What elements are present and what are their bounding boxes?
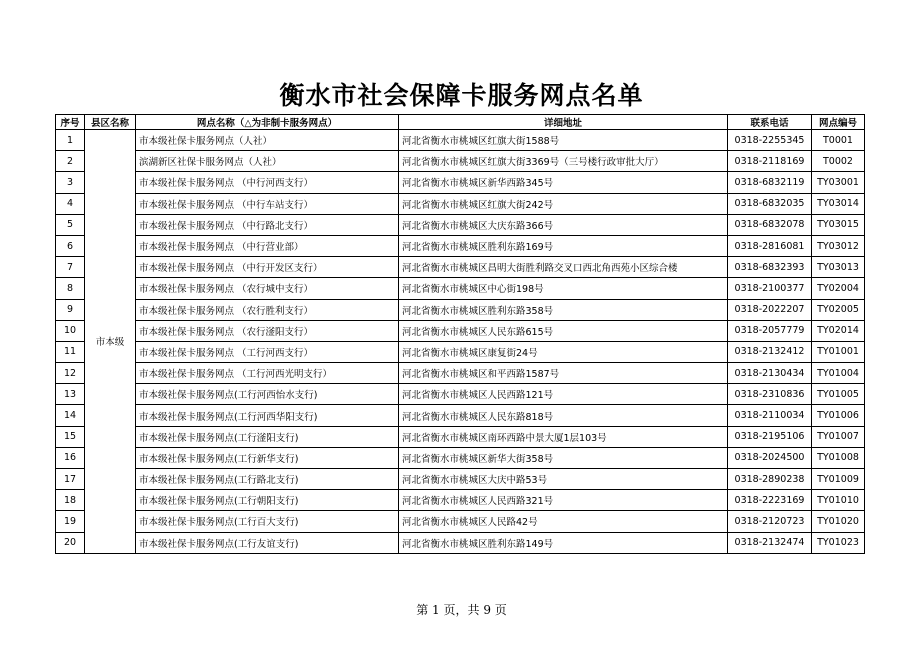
outlet-address: 河北省衡水市桃城区红旗大街242号: [399, 193, 728, 214]
outlet-address: 河北省衡水市桃城区大庆中路53号: [399, 469, 728, 490]
outlet-code: TY01023: [812, 532, 865, 553]
outlet-name: 市本级社保卡服务网点(工行河西怡水支行): [136, 384, 399, 405]
outlet-address: 河北省衡水市桃城区人民东路818号: [399, 405, 728, 426]
outlet-code: TY01009: [812, 469, 865, 490]
outlet-phone: 0318-2110034: [728, 405, 812, 426]
outlet-name: 市本级社保卡服务网点 （中行车站支行）: [136, 193, 399, 214]
outlet-name: 市本级社保卡服务网点(工行河西华阳支行): [136, 405, 399, 426]
header-outlet-name: 网点名称（△为非制卡服务网点）: [136, 115, 399, 130]
outlet-address: 河北省衡水市桃城区南环西路中景大厦1层103号: [399, 426, 728, 447]
outlet-name: 市本级社保卡服务网点 （农行胜利支行）: [136, 299, 399, 320]
table-row: [56, 299, 865, 320]
service-outlet-table: [55, 114, 865, 554]
row-no: 18: [56, 490, 85, 511]
outlet-address: 河北省衡水市桃城区人民东路615号: [399, 320, 728, 341]
outlet-phone: 0318-2057779: [728, 320, 812, 341]
table-row: [56, 257, 865, 278]
row-no: 16: [56, 447, 85, 468]
table-row: [56, 447, 865, 468]
table-row: [56, 172, 865, 193]
outlet-code: TY03014: [812, 193, 865, 214]
outlet-phone: 0318-2816081: [728, 235, 812, 256]
table-row: [56, 532, 865, 553]
outlet-address: 河北省衡水市桃城区新华大街358号: [399, 447, 728, 468]
outlet-phone: 0318-6832393: [728, 257, 812, 278]
table-row: [56, 235, 865, 256]
row-no: 10: [56, 320, 85, 341]
outlet-phone: 0318-2024500: [728, 447, 812, 468]
row-no: 20: [56, 532, 85, 553]
outlet-code: TY02004: [812, 278, 865, 299]
outlet-code: T0001: [812, 130, 865, 151]
row-no: 9: [56, 299, 85, 320]
outlet-phone: 0318-2132412: [728, 341, 812, 362]
table-row: [56, 278, 865, 299]
document-title: 衡水市社会保障卡服务网点名单: [279, 81, 644, 110]
outlet-code: TY01020: [812, 511, 865, 532]
header-phone: 联系电话: [728, 115, 812, 130]
county-name: 市本级: [85, 130, 136, 554]
outlet-code: TY02005: [812, 299, 865, 320]
outlet-address: 河北省衡水市桃城区人民路42号: [399, 511, 728, 532]
outlet-address: 河北省衡水市桃城区人民西路321号: [399, 490, 728, 511]
outlet-address: 河北省衡水市桃城区和平西路1587号: [399, 363, 728, 384]
outlet-name: 市本级社保卡服务网点 （中行路北支行）: [136, 214, 399, 235]
row-no: 17: [56, 469, 85, 490]
outlet-code: TY01010: [812, 490, 865, 511]
table-row: [56, 469, 865, 490]
row-no: 1: [56, 130, 85, 151]
outlet-address: 河北省衡水市桃城区中心街198号: [399, 278, 728, 299]
header-county: 县区名称: [85, 115, 136, 130]
outlet-name: 市本级社保卡服务网点 （农行滏阳支行）: [136, 320, 399, 341]
row-no: 4: [56, 193, 85, 214]
outlet-phone: 0318-2118169: [728, 151, 812, 172]
outlet-name: 市本级社保卡服务网点 （中行营业部）: [136, 235, 399, 256]
outlet-name: 市本级社保卡服务网点(工行路北支行): [136, 469, 399, 490]
outlet-address: 河北省衡水市桃城区人民西路121号: [399, 384, 728, 405]
table-row: [56, 341, 865, 362]
outlet-phone: 0318-2223169: [728, 490, 812, 511]
outlet-phone: 0318-6832119: [728, 172, 812, 193]
outlet-address: 河北省衡水市桃城区胜利东路149号: [399, 532, 728, 553]
outlet-address: 河北省衡水市桃城区胜利东路169号: [399, 235, 728, 256]
outlet-name: 市本级社保卡服务网点 （农行城中支行）: [136, 278, 399, 299]
outlet-phone: 0318-2022207: [728, 299, 812, 320]
outlet-name: 市本级社保卡服务网点(工行百大支行): [136, 511, 399, 532]
outlet-address: 河北省衡水市桃城区康复街24号: [399, 341, 728, 362]
outlet-phone: 0318-2195106: [728, 426, 812, 447]
outlet-name: 市本级社保卡服务网点 （工行河西光明支行）: [136, 363, 399, 384]
header-address: 详细地址: [399, 115, 728, 130]
row-no: 3: [56, 172, 85, 193]
outlet-phone: 0318-6832035: [728, 193, 812, 214]
outlet-code: TY01005: [812, 384, 865, 405]
outlet-address: 河北省衡水市桃城区红旗大街3369号（三号楼行政审批大厅）: [399, 151, 728, 172]
table-row: [56, 320, 865, 341]
outlet-address: 河北省衡水市桃城区大庆东路366号: [399, 214, 728, 235]
outlet-phone: 0318-2310836: [728, 384, 812, 405]
outlet-code: TY01008: [812, 447, 865, 468]
row-no: 19: [56, 511, 85, 532]
outlet-code: TY01006: [812, 405, 865, 426]
row-no: 15: [56, 426, 85, 447]
outlet-phone: 0318-2130434: [728, 363, 812, 384]
outlet-name: 市本级社保卡服务网点（人社）: [136, 130, 399, 151]
row-no: 7: [56, 257, 85, 278]
row-no: 2: [56, 151, 85, 172]
outlet-code: TY03015: [812, 214, 865, 235]
outlet-name: 市本级社保卡服务网点(工行滏阳支行): [136, 426, 399, 447]
outlet-name: 市本级社保卡服务网点 （中行河西支行）: [136, 172, 399, 193]
table-row: [56, 363, 865, 384]
outlet-name: 市本级社保卡服务网点 （工行河西支行）: [136, 341, 399, 362]
row-no: 12: [56, 363, 85, 384]
header-no: 序号: [56, 115, 85, 130]
table-header-row: [56, 115, 865, 130]
table-row: [56, 151, 865, 172]
table-row: [56, 426, 865, 447]
table-body: [56, 130, 865, 554]
outlet-name: 市本级社保卡服务网点(工行新华支行): [136, 447, 399, 468]
outlet-code: TY01007: [812, 426, 865, 447]
outlet-code: TY03012: [812, 235, 865, 256]
table-row: [56, 130, 865, 151]
outlet-phone: 0318-2255345: [728, 130, 812, 151]
row-no: 5: [56, 214, 85, 235]
outlet-phone: 0318-2100377: [728, 278, 812, 299]
outlet-code: TY03013: [812, 257, 865, 278]
row-no: 8: [56, 278, 85, 299]
table-row: [56, 511, 865, 532]
table-row: [56, 490, 865, 511]
outlet-code: T0002: [812, 151, 865, 172]
outlet-address: 河北省衡水市桃城区胜利东路358号: [399, 299, 728, 320]
row-no: 6: [56, 235, 85, 256]
outlet-code: TY03001: [812, 172, 865, 193]
outlet-name: 市本级社保卡服务网点(工行友谊支行): [136, 532, 399, 553]
table-row: [56, 384, 865, 405]
outlet-phone: 0318-2890238: [728, 469, 812, 490]
row-no: 11: [56, 341, 85, 362]
table-row: [56, 214, 865, 235]
outlet-code: TY01001: [812, 341, 865, 362]
row-no: 13: [56, 384, 85, 405]
header-outlet-code: 网点编号: [812, 115, 865, 130]
outlet-name: 滨湖新区社保卡服务网点（人社）: [136, 151, 399, 172]
row-no: 14: [56, 405, 85, 426]
outlet-phone: 0318-2120723: [728, 511, 812, 532]
outlet-address: 河北省衡水市桃城区昌明大街胜利路交叉口西北角西苑小区综合楼: [399, 257, 728, 278]
outlet-address: 河北省衡水市桃城区红旗大街1588号: [399, 130, 728, 151]
table-row: [56, 193, 865, 214]
outlet-name: 市本级社保卡服务网点 （中行开发区支行）: [136, 257, 399, 278]
table-row: [56, 405, 865, 426]
outlet-name: 市本级社保卡服务网点(工行朝阳支行): [136, 490, 399, 511]
outlet-code: TY01004: [812, 363, 865, 384]
page-footer: 第 1 页，共 9 页: [416, 603, 507, 617]
outlet-phone: 0318-6832078: [728, 214, 812, 235]
outlet-code: TY02014: [812, 320, 865, 341]
outlet-address: 河北省衡水市桃城区新华西路345号: [399, 172, 728, 193]
outlet-phone: 0318-2132474: [728, 532, 812, 553]
